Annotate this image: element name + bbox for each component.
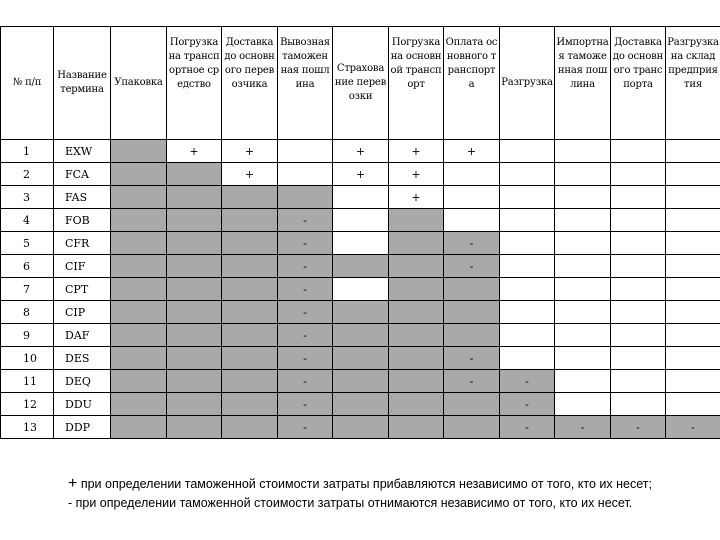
- term-cell: FOB: [54, 209, 111, 232]
- shaded-cell: -: [278, 232, 333, 255]
- row-number-cell: 7: [1, 278, 54, 301]
- cell: +: [222, 140, 278, 163]
- cell: [278, 140, 333, 163]
- shaded-cell: [389, 370, 444, 393]
- header-cell-loading: Погрузка на транспортное средство: [167, 27, 222, 140]
- cell: [666, 278, 720, 301]
- cell: [611, 393, 666, 416]
- cell: [500, 301, 555, 324]
- table-row: [1, 301, 720, 324]
- cell: [333, 278, 389, 301]
- shaded-cell: -: [278, 393, 333, 416]
- cell: [666, 232, 720, 255]
- shaded-cell: [167, 255, 222, 278]
- row-number-cell: 13: [1, 416, 54, 439]
- cell: [444, 209, 500, 232]
- cell: [666, 255, 720, 278]
- shaded-cell: [333, 370, 389, 393]
- cell: [500, 278, 555, 301]
- cell: [611, 255, 666, 278]
- shaded-cell: [389, 232, 444, 255]
- shaded-cell: [333, 301, 389, 324]
- legend-plus-line: [28, 474, 718, 494]
- cell: [611, 370, 666, 393]
- cell: [444, 163, 500, 186]
- header-cell-delivery-to-carrier: Доставка до основного перевозчика: [222, 27, 278, 140]
- cell: [555, 209, 611, 232]
- shaded-cell: [167, 186, 222, 209]
- shaded-cell: [222, 370, 278, 393]
- row-number-cell: 11: [1, 370, 54, 393]
- shaded-cell: [333, 416, 389, 439]
- shaded-cell: [167, 393, 222, 416]
- cell: [333, 186, 389, 209]
- shaded-cell: [444, 393, 500, 416]
- table-body: [1, 140, 720, 439]
- shaded-cell: [333, 347, 389, 370]
- cell: [666, 186, 720, 209]
- shaded-cell: [222, 347, 278, 370]
- shaded-cell: [389, 324, 444, 347]
- cell: [611, 232, 666, 255]
- shaded-cell: [222, 393, 278, 416]
- shaded-cell: [389, 301, 444, 324]
- legend-plus-text: при определении таможенной стоимости затраты прибавляются независимо от того, кто их несет;: [77, 477, 652, 491]
- term-cell: EXW: [54, 140, 111, 163]
- shaded-cell: [389, 209, 444, 232]
- shaded-cell: -: [278, 209, 333, 232]
- cell: [666, 393, 720, 416]
- table-row: [1, 347, 720, 370]
- cell: +: [389, 140, 444, 163]
- shaded-cell: [444, 416, 500, 439]
- cell: [500, 186, 555, 209]
- row-number-cell: 6: [1, 255, 54, 278]
- shaded-cell: [111, 209, 167, 232]
- cell: [555, 301, 611, 324]
- shaded-cell: [167, 301, 222, 324]
- header-cell-export-duty: Вывозная таможенная пошлина: [278, 27, 333, 140]
- cell: +: [222, 163, 278, 186]
- cell: [500, 232, 555, 255]
- row-number-cell: 2: [1, 163, 54, 186]
- shaded-cell: [111, 232, 167, 255]
- shaded-cell: -: [278, 301, 333, 324]
- cell: [666, 301, 720, 324]
- shaded-cell: -: [278, 370, 333, 393]
- shaded-cell: -: [500, 370, 555, 393]
- header-cell-insurance: Страхование перевозки: [333, 27, 389, 140]
- cell: [555, 163, 611, 186]
- cell: [611, 163, 666, 186]
- shaded-cell: -: [500, 393, 555, 416]
- cell: [333, 209, 389, 232]
- cell: [555, 278, 611, 301]
- plus-sign: +: [68, 475, 78, 492]
- row-number-cell: 3: [1, 186, 54, 209]
- shaded-cell: [167, 209, 222, 232]
- shaded-cell: [222, 255, 278, 278]
- row-number-cell: 12: [1, 393, 54, 416]
- table-row: [1, 324, 720, 347]
- shaded-cell: [222, 416, 278, 439]
- header-cell-unloading: Разгрузка: [500, 27, 555, 140]
- header-cell-delivery-from-main: Доставка до основного транспорта: [611, 27, 666, 140]
- shaded-cell: [111, 186, 167, 209]
- shaded-cell: [111, 255, 167, 278]
- cell: [611, 186, 666, 209]
- shaded-cell: -: [278, 278, 333, 301]
- shaded-cell: [333, 393, 389, 416]
- cell: [500, 209, 555, 232]
- table-row: [1, 278, 720, 301]
- term-cell: FAS: [54, 186, 111, 209]
- legend-minus-line: - при определении таможенной стоимости затраты отнимаются независимо от того, кто их несет.: [68, 496, 633, 510]
- row-number-cell: 4: [1, 209, 54, 232]
- cell: [666, 370, 720, 393]
- shaded-cell: [167, 370, 222, 393]
- shaded-cell: -: [278, 324, 333, 347]
- shaded-cell: [111, 393, 167, 416]
- incoterms-cost-table: [0, 26, 720, 439]
- cell: [666, 209, 720, 232]
- table-row: [1, 393, 720, 416]
- cell: [555, 370, 611, 393]
- shaded-cell: [111, 163, 167, 186]
- shaded-cell: [222, 324, 278, 347]
- shaded-cell: [333, 255, 389, 278]
- shaded-cell: [111, 347, 167, 370]
- shaded-cell: [222, 209, 278, 232]
- shaded-cell: [111, 416, 167, 439]
- cell: [500, 140, 555, 163]
- header-cell-number: № п/п: [1, 27, 54, 140]
- cell: [611, 301, 666, 324]
- shaded-cell: [389, 278, 444, 301]
- cell: [555, 255, 611, 278]
- cell: +: [389, 163, 444, 186]
- cell: [333, 232, 389, 255]
- cell: [500, 347, 555, 370]
- shaded-cell: -: [500, 416, 555, 439]
- cell: [666, 140, 720, 163]
- cell: +: [333, 163, 389, 186]
- shaded-cell: [222, 186, 278, 209]
- shaded-cell: [167, 163, 222, 186]
- shaded-cell: [389, 347, 444, 370]
- cell: [666, 324, 720, 347]
- shaded-cell: [389, 393, 444, 416]
- header-cell-main-transport-payment: Оплата основного транспорта: [444, 27, 500, 140]
- header-cell-packaging: Упаковка: [111, 27, 167, 140]
- shaded-cell: -: [666, 416, 720, 439]
- term-cell: CIF: [54, 255, 111, 278]
- cell: [278, 163, 333, 186]
- shaded-cell: [167, 347, 222, 370]
- term-cell: CFR: [54, 232, 111, 255]
- cell: [611, 347, 666, 370]
- shaded-cell: -: [278, 416, 333, 439]
- shaded-cell: [389, 416, 444, 439]
- shaded-cell: [222, 301, 278, 324]
- shaded-cell: [167, 324, 222, 347]
- shaded-cell: [444, 278, 500, 301]
- shaded-cell: [444, 324, 500, 347]
- shaded-cell: [222, 278, 278, 301]
- table-row: [1, 416, 720, 439]
- cell: [444, 186, 500, 209]
- shaded-cell: -: [444, 370, 500, 393]
- term-cell: DES: [54, 347, 111, 370]
- row-number-cell: 5: [1, 232, 54, 255]
- cell: [500, 255, 555, 278]
- table-row: [1, 370, 720, 393]
- cell: [611, 209, 666, 232]
- shaded-cell: [111, 140, 167, 163]
- header-cell-import-duty: Импортная таможенная пошлина: [555, 27, 611, 140]
- cell: [611, 324, 666, 347]
- cell: +: [167, 140, 222, 163]
- shaded-cell: [111, 278, 167, 301]
- term-cell: DAF: [54, 324, 111, 347]
- shaded-cell: [111, 370, 167, 393]
- term-cell: DDU: [54, 393, 111, 416]
- shaded-cell: [278, 186, 333, 209]
- row-number-cell: 10: [1, 347, 54, 370]
- table-row: [1, 140, 720, 163]
- shaded-cell: [167, 232, 222, 255]
- cell: [555, 324, 611, 347]
- shaded-cell: [167, 278, 222, 301]
- row-number-cell: 1: [1, 140, 54, 163]
- header-cell-unloading-warehouse: Разгрузка на склад предприятия: [666, 27, 720, 140]
- shaded-cell: [444, 301, 500, 324]
- term-cell: DDP: [54, 416, 111, 439]
- shaded-cell: -: [444, 255, 500, 278]
- header-cell-loading-main: Погрузка на основной транспорт: [389, 27, 444, 140]
- term-cell: CPT: [54, 278, 111, 301]
- shaded-cell: [167, 416, 222, 439]
- cell: [666, 347, 720, 370]
- term-cell: CIP: [54, 301, 111, 324]
- cell: +: [444, 140, 500, 163]
- shaded-cell: [333, 324, 389, 347]
- cell: [500, 163, 555, 186]
- cell: [555, 186, 611, 209]
- shaded-cell: -: [611, 416, 666, 439]
- table-row: [1, 186, 720, 209]
- cell: [555, 140, 611, 163]
- cell: [611, 278, 666, 301]
- table-row: [1, 163, 720, 186]
- cell: [555, 347, 611, 370]
- cell: [555, 232, 611, 255]
- shaded-cell: -: [444, 232, 500, 255]
- shaded-cell: [111, 324, 167, 347]
- term-cell: FCA: [54, 163, 111, 186]
- table-row: [1, 209, 720, 232]
- table-row: [1, 232, 720, 255]
- header-row: [1, 27, 720, 140]
- cell: +: [389, 186, 444, 209]
- cell: [666, 163, 720, 186]
- shaded-cell: -: [278, 347, 333, 370]
- table-row: [1, 255, 720, 278]
- cell: [555, 393, 611, 416]
- term-cell: DEQ: [54, 370, 111, 393]
- shaded-cell: [111, 301, 167, 324]
- shaded-cell: -: [555, 416, 611, 439]
- shaded-cell: [389, 255, 444, 278]
- cell: [611, 140, 666, 163]
- shaded-cell: [222, 232, 278, 255]
- header-cell-term: Название термина: [54, 27, 111, 140]
- row-number-cell: 9: [1, 324, 54, 347]
- shaded-cell: -: [278, 255, 333, 278]
- cell: +: [333, 140, 389, 163]
- legend: [28, 474, 718, 513]
- cell: [500, 324, 555, 347]
- row-number-cell: 8: [1, 301, 54, 324]
- shaded-cell: -: [444, 347, 500, 370]
